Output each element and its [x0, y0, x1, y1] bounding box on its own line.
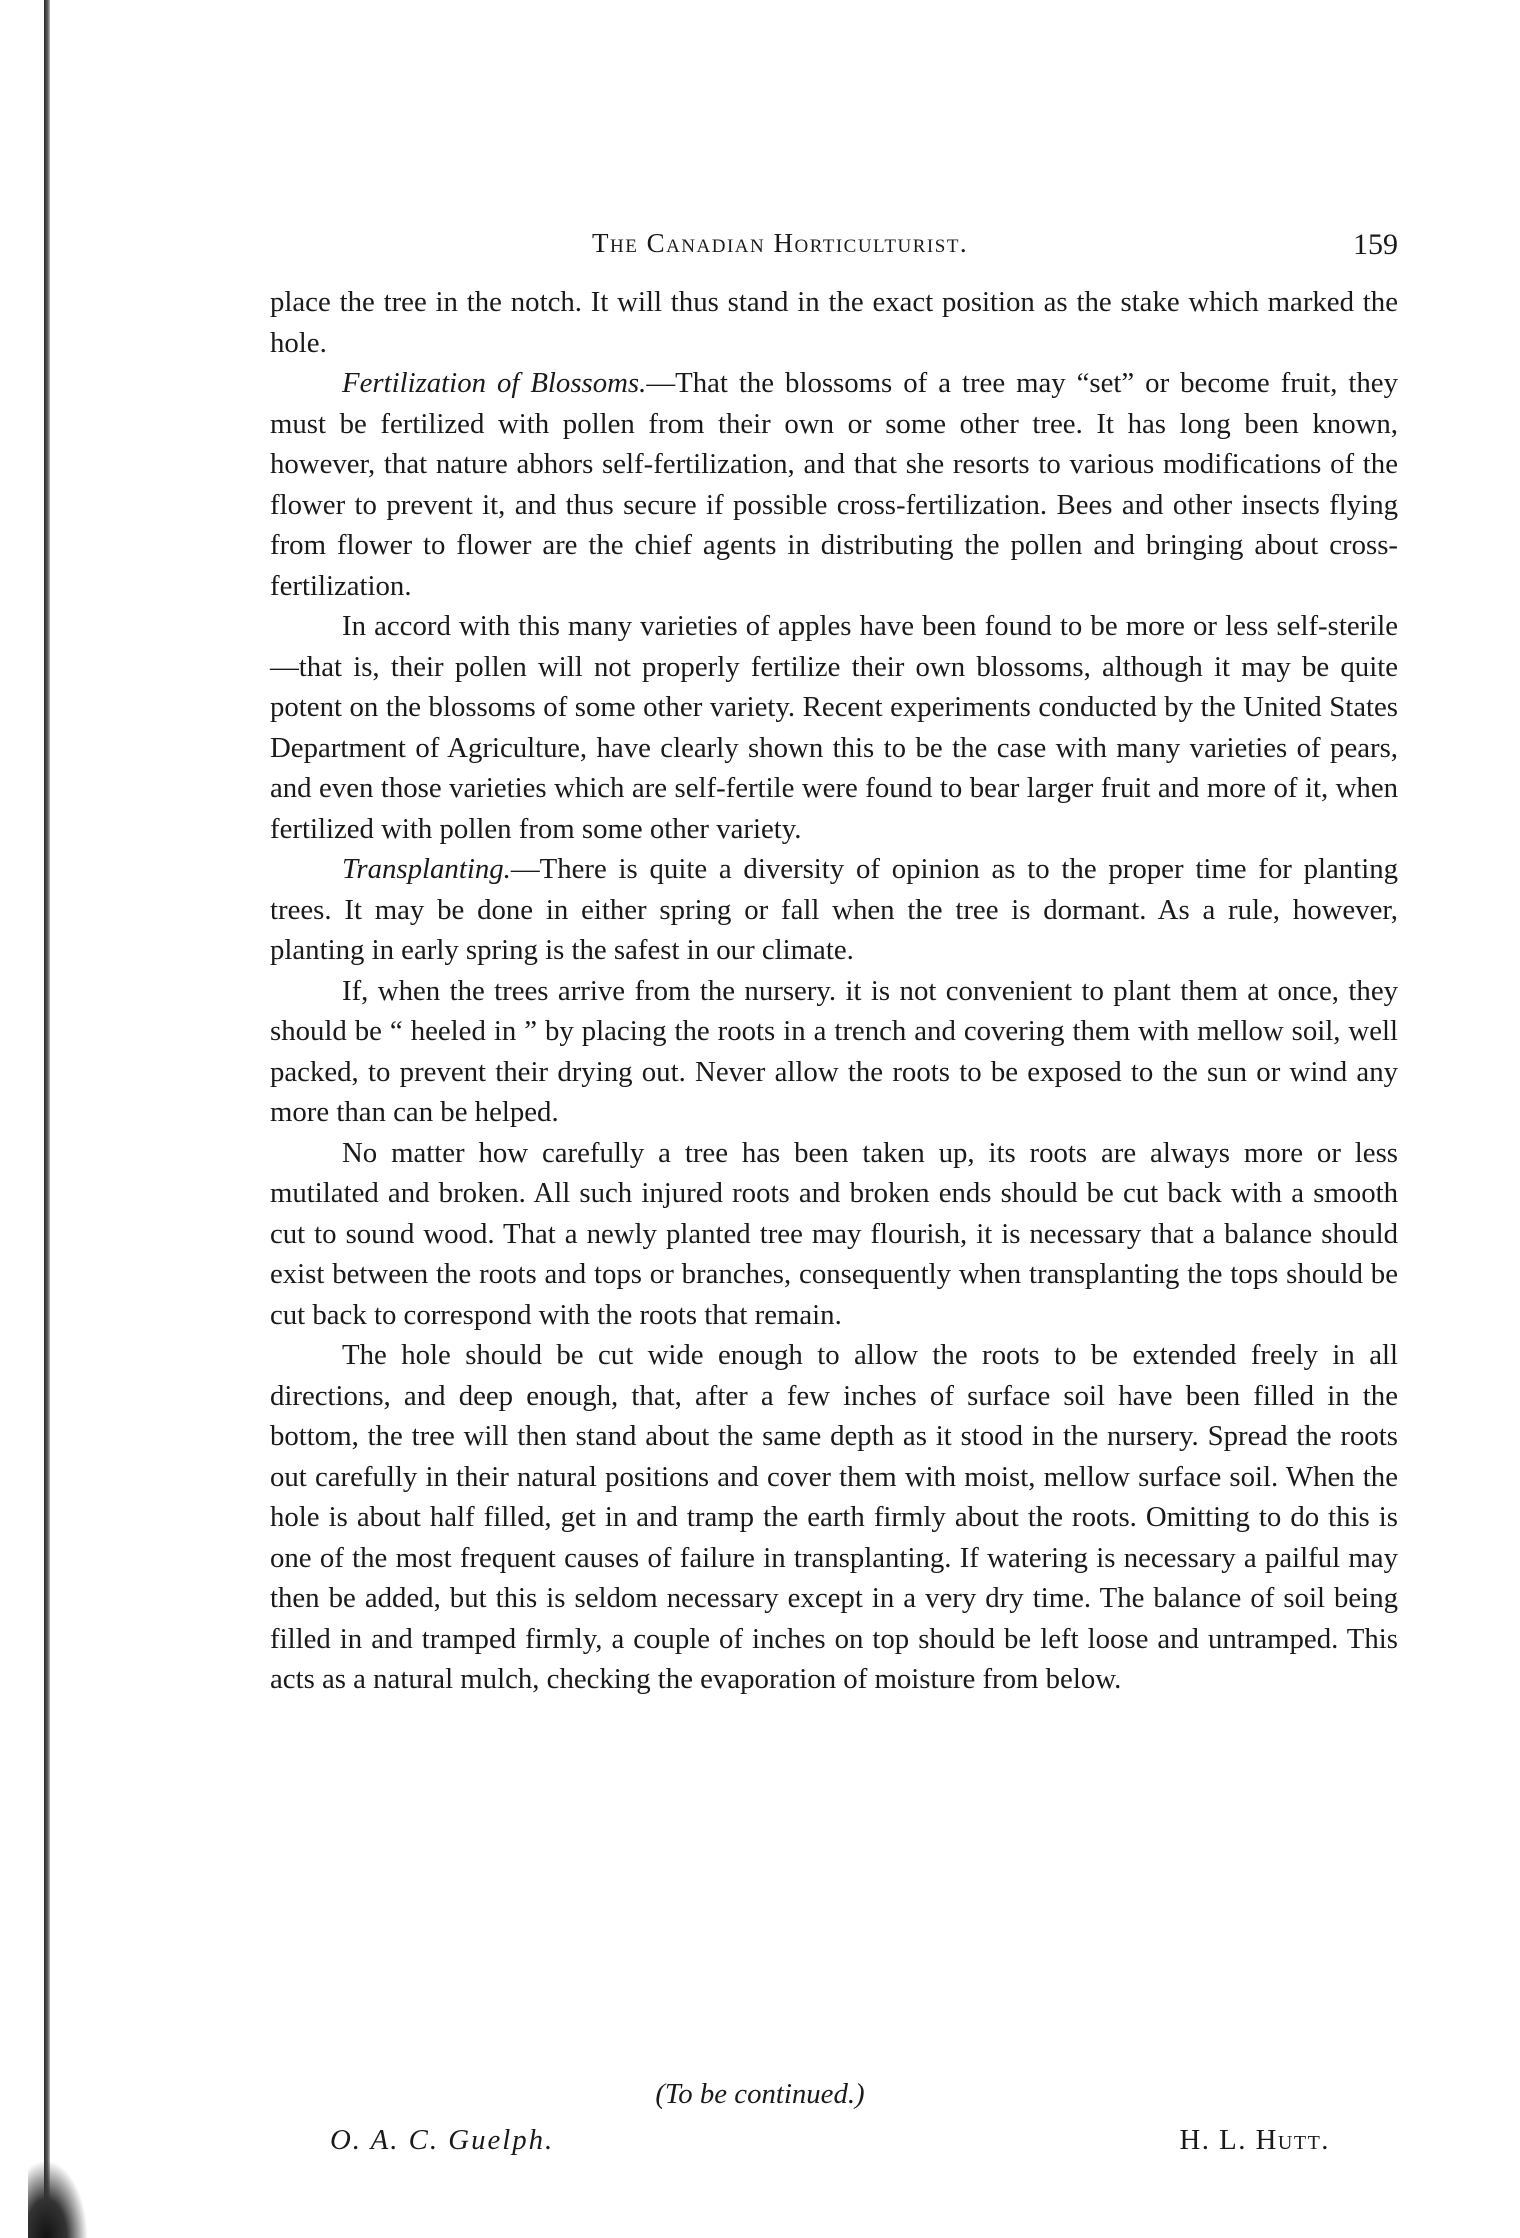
- paragraph-text: —That the blossoms of a tree may “set” or become fruit, they must be fertilized with pollen from their own or some other tree. It has long been known, however, that nature abhors self-fertilization, and that she resorts to various modifications of the flower to prevent it, and thus secure if possible cross-fertilization. Bees and other insects flying from flower to flower are the chief agents in distributing the pollen and bringing about cross-fertilization.: [270, 367, 1398, 602]
- signature-place: O. A. C. Guelph.: [330, 2124, 555, 2156]
- paragraph: [270, 849, 1398, 971]
- paragraph-text: No matter how carefully a tree has been taken up, its roots are always more or less mutilated and broken. All such injured roots and broken ends should be cut back with a smooth cut to sound wood. That a newly planted tree may flourish, it is necessary that a balance should exist between the roots and tops or branches, consequently when transplanting the tops should be cut back to correspond with the roots that remain.: [270, 1136, 1398, 1331]
- paragraph-text: In accord with this many varieties of apples have been found to be more or less self-sterile—that is, their pollen will not properly fertilize their own blossoms, although it may be quite potent on the blossoms of some other variety. Recent experiments conducted by the United States Department of Agriculture, have clearly shown this to be the case with many varieties of pears, and even those varieties which are self-fertile were found to bear larger fruit and more of it, when fertilized with pollen from some other variety.: [270, 610, 1398, 845]
- page-header: [270, 226, 1410, 266]
- to-be-continued-note: (To be continued.): [655, 2078, 865, 2110]
- paragraph-text: If, when the trees arrive from the nursery. it is not convenient to plant them at once, they should be “ heeled in ” by placing the roots in a trench and covering them with mellow soil, well packed, to prevent their drying out. Never allow the roots to be exposed to the sun or wind any more than can be helped.: [270, 974, 1398, 1128]
- article-body: [270, 282, 1398, 1700]
- paragraph: [270, 971, 1398, 1133]
- paragraph: [270, 363, 1398, 606]
- running-title: The Canadian Horticulturist.: [592, 228, 969, 258]
- page-number: 159: [1353, 228, 1398, 261]
- section-heading-transplanting: Transplanting.: [342, 853, 511, 885]
- paragraph-text: place the tree in the notch. It will thus stand in the exact position as the stake which marked the hole.: [270, 286, 1398, 359]
- page-binding-edge: [44, 0, 50, 2238]
- paragraph-text: —There is quite a diversity of opinion as to the proper time for planting trees. It may be done in either spring or fall when the tree is dormant. As a rule, however, planting in early spring is the safest in our climate.: [270, 853, 1398, 966]
- paragraph-text: The hole should be cut wide enough to allow the roots to be extended freely in all directions, and deep enough, that, after a few inches of surface soil have been filled in the bottom, the tree will then stand about the same depth as it stood in the nursery. Spread the roots out carefully in their natural positions and cover them with moist, mellow surface soil. When the hole is about half filled, get in and tramp the earth firmly about the roots. Omitting to do this is one of the most frequent causes of failure in transplanting. If watering is necessary a pailful may then be added, but this is seldom necessary except in a very dry time. The balance of soil being filled in and tramped firmly, a couple of inches on top should be left loose and untramped. This acts as a natural mulch, checking the evaporation of moisture from below.: [270, 1339, 1398, 1695]
- signature-line: [330, 2124, 1330, 2164]
- paragraph: [270, 1133, 1398, 1336]
- paragraph: [270, 1335, 1398, 1700]
- section-heading-fertilization: Fertilization of Blossoms.: [342, 367, 647, 399]
- paragraph: [270, 282, 1398, 363]
- signature-author: H. L. Hutt.: [1179, 2124, 1330, 2156]
- page-binding-shadow: [28, 2160, 88, 2238]
- paragraph: [270, 606, 1398, 849]
